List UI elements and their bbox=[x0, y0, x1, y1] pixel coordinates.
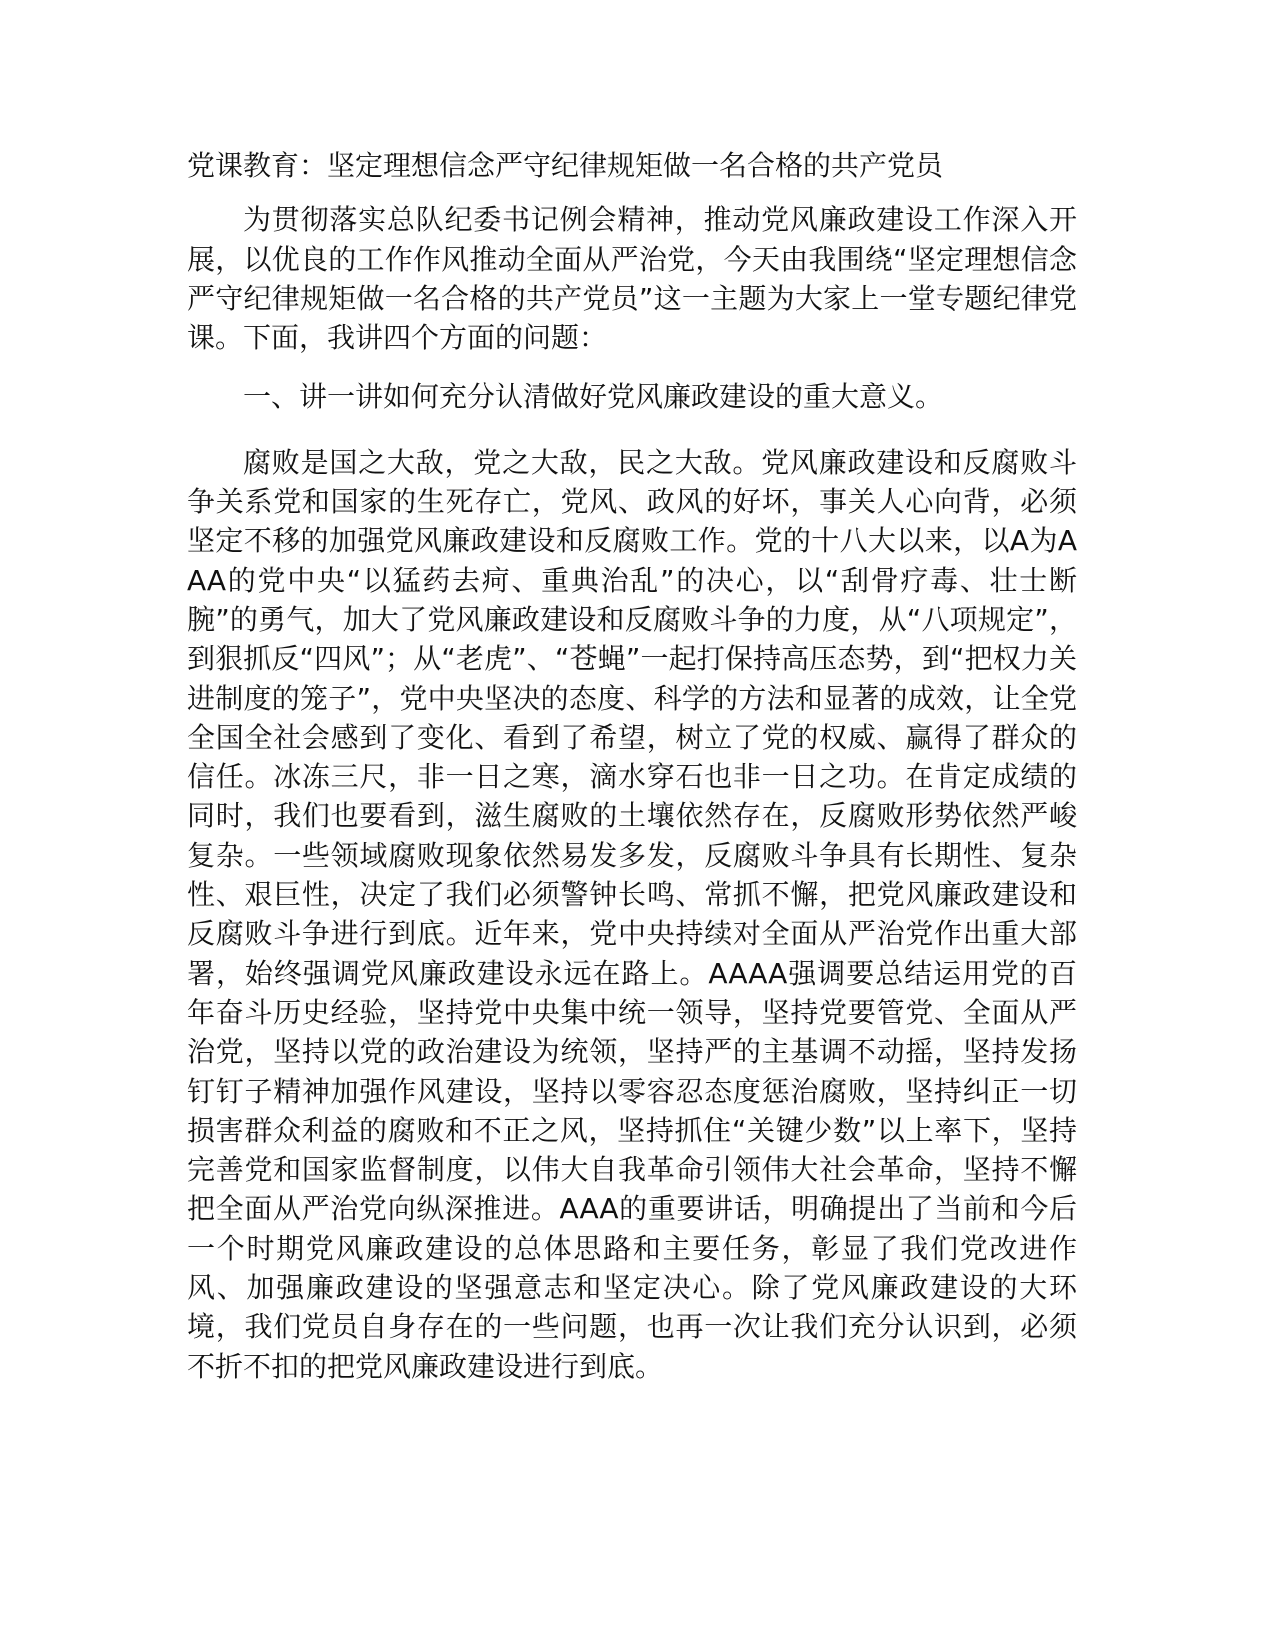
document-body bbox=[187, 146, 1077, 1386]
document-title: 党课教育：坚定理想信念严守纪律规矩做一名合格的共产党员 bbox=[187, 149, 944, 182]
section-heading-1: 一、讲一讲如何充分认清做好党风廉政建设的重大意义。 bbox=[243, 380, 944, 414]
body-paragraph: 腐败是国之大敌，党之大敌，民之大敌。党风廉政建设和反腐败斗争关系党和国家的生死存亡，党风、政风的好坏，事关人心向背，必须坚定不移的加强党风廉政建设和反腐败工作。党的十八大以来，以A为AAA的党中央“以猛药去疴、重典治乱”的决心，以“刮骨疗毒、壮士断腕”的勇气，加大了党风廉政建设和反腐败斗争的力度，从“八项规定”，到狠抓反“四风”；从“老虎”、“苍蝇”一起打保持高压态势，到“把权力关进制度的笼子”，党中央坚决的态度、科学的方法和显著的成效，让全党全国全社会感到了变化、看到了希望，树立了党的权威、赢得了群众的信任。冰冻三尺，非一日之寒，滴水穿石也非一日之功。在肯定成绩的同时，我们也要看到，滋生腐败的土壤依然存在，反腐败形势依然严峻复杂。一些领域腐败现象依然易发多发，反腐败斗争具有长期性、复杂性、艰巨性，决定了我们必须警钟长鸣、常抓不懈，把党风廉政建设和反腐败斗争进行到底。近年来，党中央持续对全面从严治党作出重大部署，始终强调党风廉政建设永远在路上。AAAA强调要总结运用党的百年奋斗历史经验，坚持党中央集中统一领导，坚持党要管党、全面从严治党，坚持以党的政治建设为统领，坚持严的主基调不动摇，坚持发扬钉钉子精神加强作风建设，坚持以零容忍态度惩治腐败，坚持纠正一切损害群众利益的腐败和不正之风，坚持抓住“关键少数”以上率下，坚持完善党和国家监督制度，以伟大自我革命引领伟大社会革命，坚持不懈把全面从严治党向纵深推进。AAA的重要讲话，明确提出了当前和今后一个时期党风廉政建设的总体思路和主要任务，彰显了我们党改进作风、加强廉政建设的坚强意志和坚定决心。除了党风廉政建设的大环境，我们党员自身存在的一些问题，也再一次让我们充分认识到，必须不折不扣的把党风廉政建设进行到底。 bbox=[187, 445, 1077, 1383]
intro-paragraph: 为贯彻落实总队纪委书记例会精神，推动党风廉政建设工作深入开展，以优良的工作作风推动全面从严治党，今天由我围绕“坚定理想信念严守纪律规矩做一名合格的共产党员”这一主题为大家上一堂专题纪律党课。下面，我讲四个方面的问题： bbox=[187, 203, 1077, 355]
